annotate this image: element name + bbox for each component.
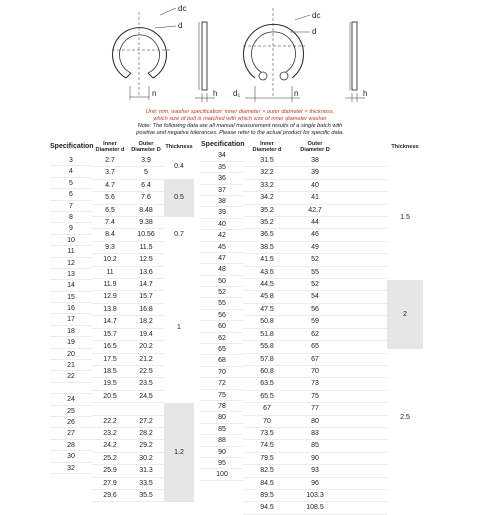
inner-diameter-cell: 17.5 bbox=[92, 353, 128, 365]
outer-diameter-cell: 31.3 bbox=[128, 465, 164, 477]
inner-diameter-cell: 24.2 bbox=[92, 440, 128, 452]
spec-cell: 40 bbox=[201, 219, 243, 230]
inner-diameter-cell: 94.5 bbox=[243, 502, 291, 514]
outer-diameter-cell: 75 bbox=[291, 390, 339, 402]
outer-header-left: Outer Diameter D bbox=[131, 140, 161, 153]
outer-diameter-cell: 14.7 bbox=[128, 279, 164, 291]
inner-diameter-cell: 38.5 bbox=[243, 241, 291, 253]
outer-diameter-cell: 22.5 bbox=[128, 365, 164, 377]
note-measure: Note: The following data are all manual measurement results of a single batch with bbox=[137, 123, 343, 129]
table-row bbox=[243, 489, 387, 501]
outer-diameter-cell: 8.48 bbox=[128, 204, 164, 216]
table-row bbox=[243, 341, 387, 353]
outer-diameter-cell: 18.2 bbox=[128, 316, 164, 328]
spec-cell: 11 bbox=[50, 246, 92, 257]
note-match: which size of bolt is matched with which size of inner diameter washer bbox=[153, 116, 327, 122]
spec-cell: 90 bbox=[201, 447, 243, 458]
table-row bbox=[243, 303, 387, 315]
spec-cell: 88 bbox=[201, 435, 243, 446]
inner-diameter-cell: 79.5 bbox=[243, 452, 291, 464]
inner-diameter-cell: 14.7 bbox=[92, 316, 128, 328]
inner-diameter-cell: 74.5 bbox=[243, 440, 291, 452]
inner-diameter-cell: 7.4 bbox=[92, 217, 128, 229]
inner-diameter-cell: 10.2 bbox=[92, 254, 128, 266]
table-row bbox=[243, 316, 387, 328]
inner-diameter-cell: 84.5 bbox=[243, 477, 291, 489]
outer-diameter-cell: 12.5 bbox=[128, 254, 164, 266]
inner-diameter-cell: 22.2 bbox=[92, 415, 128, 427]
table-row bbox=[243, 192, 387, 204]
inner-diameter-cell: 82.5 bbox=[243, 465, 291, 477]
ring-diagrams bbox=[0, 0, 480, 108]
inner-diameter-cell: 9.3 bbox=[92, 241, 128, 253]
spec-cell: 56 bbox=[201, 310, 243, 321]
spec-cell: 52 bbox=[201, 287, 243, 298]
outer-diameter-cell: 33.5 bbox=[128, 477, 164, 489]
outer-diameter-cell: 108.5 bbox=[291, 502, 339, 514]
table-row bbox=[243, 415, 387, 427]
inner-diameter-cell: 34.2 bbox=[243, 192, 291, 204]
spec-cell: 60 bbox=[201, 321, 243, 332]
spec-cell: 18 bbox=[50, 326, 92, 337]
outer-diameter-cell: 20.2 bbox=[128, 341, 164, 353]
spec-cell: 5 bbox=[50, 178, 92, 189]
inner-diameter-cell: 25.9 bbox=[92, 465, 128, 477]
spec-cell: 70 bbox=[201, 367, 243, 378]
table-row bbox=[243, 204, 387, 216]
inner-diameter-cell: 43.5 bbox=[243, 266, 291, 278]
table-row bbox=[243, 365, 387, 377]
right-spec-column bbox=[201, 139, 243, 481]
outer-diameter-cell: 46 bbox=[291, 229, 339, 241]
left-spec-column bbox=[50, 139, 92, 474]
table-row bbox=[243, 254, 387, 266]
table-row bbox=[243, 266, 387, 278]
inner-diameter-cell: 70 bbox=[243, 415, 291, 427]
table-row bbox=[92, 489, 234, 501]
spec-cell: 27 bbox=[50, 428, 92, 439]
spec-cell bbox=[50, 383, 92, 394]
label-d1-right: d₁ bbox=[233, 89, 241, 98]
spec-cell: 28 bbox=[50, 440, 92, 451]
inner-diameter-cell: 65.5 bbox=[243, 390, 291, 402]
spec-cell: 50 bbox=[201, 276, 243, 287]
outer-diameter-cell: 73 bbox=[291, 378, 339, 390]
outer-diameter-cell: 13.6 bbox=[128, 266, 164, 278]
outer-diameter-cell: 6.4 bbox=[128, 179, 164, 191]
outer-diameter-cell: 29.2 bbox=[128, 440, 164, 452]
outer-diameter-cell: 44 bbox=[291, 217, 339, 229]
outer-diameter-cell: 7.6 bbox=[128, 192, 164, 204]
thickness-cell: 0.5 bbox=[164, 179, 194, 216]
inner-diameter-cell: 23.2 bbox=[92, 427, 128, 439]
inner-diameter-cell: 19.5 bbox=[92, 378, 128, 390]
table-row bbox=[243, 167, 387, 179]
note-unit: Unit: mm, washer specification: inner diameter × outer diameter × thickness, bbox=[145, 109, 335, 115]
spec-cell: 20 bbox=[50, 349, 92, 360]
inner-diameter-cell: 89.5 bbox=[243, 489, 291, 501]
spec-cell: 85 bbox=[201, 424, 243, 435]
outer-diameter-cell: 3.9 bbox=[128, 155, 164, 167]
outer-diameter-cell: 10.56 bbox=[128, 229, 164, 241]
outer-diameter-cell: 103.3 bbox=[291, 489, 339, 501]
spec-cell: 22 bbox=[50, 371, 92, 382]
thickness-header-right: Thickness bbox=[391, 144, 419, 150]
inner-diameter-cell: 32.2 bbox=[243, 167, 291, 179]
thickness-header-left: Thickness bbox=[165, 143, 193, 150]
inner-diameter-cell: 25.2 bbox=[92, 452, 128, 464]
spec-cell: 16 bbox=[50, 303, 92, 314]
spec-cell: 42 bbox=[201, 230, 243, 241]
inner-diameter-cell: 44.5 bbox=[243, 279, 291, 291]
table-row bbox=[243, 229, 387, 241]
table-row bbox=[243, 179, 387, 191]
outer-diameter-cell: 83 bbox=[291, 427, 339, 439]
spec-cell: 13 bbox=[50, 269, 92, 280]
outer-diameter-cell: 40 bbox=[291, 179, 339, 191]
outer-header-right: Outer Diameter D bbox=[300, 140, 330, 153]
inner-diameter-cell: 36.5 bbox=[243, 229, 291, 241]
spec-cell: 78 bbox=[201, 401, 243, 412]
outer-diameter-cell: 49 bbox=[291, 241, 339, 253]
spec-cell: 6 bbox=[50, 189, 92, 200]
note-tolerance: positive and negative tolerances. Please refer to the actual product for specific data. bbox=[136, 130, 344, 136]
outer-diameter-cell: 5 bbox=[128, 167, 164, 179]
spec-cell: 3 bbox=[50, 155, 92, 166]
label-h-left: h bbox=[213, 89, 218, 98]
outer-diameter-cell: 16.8 bbox=[128, 303, 164, 315]
inner-diameter-cell: 31.5 bbox=[243, 155, 291, 167]
spec-cell: 10 bbox=[50, 235, 92, 246]
spec-header-left: Specification bbox=[50, 143, 94, 150]
inner-diameter-cell bbox=[92, 403, 128, 415]
spec-cell: 36 bbox=[201, 173, 243, 184]
inner-diameter-cell: 33.2 bbox=[243, 179, 291, 191]
spec-cell: 68 bbox=[201, 355, 243, 366]
right-thickness-column bbox=[387, 139, 423, 421]
thickness-cell: 0.4 bbox=[174, 163, 184, 171]
table-row bbox=[243, 241, 387, 253]
spec-cell: 34 bbox=[201, 150, 243, 161]
inner-diameter-cell: 6.5 bbox=[92, 204, 128, 216]
table-row bbox=[243, 477, 387, 489]
spec-cell: 100 bbox=[201, 469, 243, 480]
spec-cell: 47 bbox=[201, 253, 243, 264]
label-n-left: n bbox=[152, 89, 157, 98]
outer-diameter-cell: 93 bbox=[291, 465, 339, 477]
inner-diameter-cell: 18.5 bbox=[92, 365, 128, 377]
inner-diameter-cell: 5.6 bbox=[92, 192, 128, 204]
inner-diameter-cell: 47.5 bbox=[243, 303, 291, 315]
spec-cell: 37 bbox=[201, 185, 243, 196]
table-row bbox=[243, 403, 387, 415]
inner-header-right: Inner Diameter d bbox=[252, 140, 282, 153]
inner-diameter-cell: 12.9 bbox=[92, 291, 128, 303]
spec-cell: 75 bbox=[201, 390, 243, 401]
thickness-cell: 0.7 bbox=[174, 231, 184, 239]
spec-cell: 39 bbox=[201, 207, 243, 218]
label-h-right: h bbox=[363, 89, 368, 98]
retaining-ring-drawings bbox=[0, 0, 480, 108]
spec-cell: 15 bbox=[50, 292, 92, 303]
inner-diameter-cell: 29.6 bbox=[92, 489, 128, 501]
outer-diameter-cell: 52 bbox=[291, 254, 339, 266]
inner-diameter-cell: 13.8 bbox=[92, 303, 128, 315]
table-row bbox=[243, 502, 387, 514]
outer-diameter-cell: 54 bbox=[291, 291, 339, 303]
inner-diameter-cell: 63.5 bbox=[243, 378, 291, 390]
ring-left-drawing bbox=[112, 8, 218, 102]
outer-diameter-cell: 90 bbox=[291, 452, 339, 464]
inner-diameter-cell: 60.8 bbox=[243, 365, 291, 377]
outer-diameter-cell: 85 bbox=[291, 440, 339, 452]
thickness-cell: 2.5 bbox=[400, 413, 410, 421]
inner-diameter-cell: 51.8 bbox=[243, 328, 291, 340]
label-d-left: d bbox=[178, 21, 183, 30]
outer-diameter-cell: 15.7 bbox=[128, 291, 164, 303]
outer-diameter-cell: 39 bbox=[291, 167, 339, 179]
table-row bbox=[243, 279, 387, 291]
table-row bbox=[243, 465, 387, 477]
outer-diameter-cell: 56 bbox=[291, 303, 339, 315]
inner-diameter-cell: 67 bbox=[243, 403, 291, 415]
outer-diameter-cell: 65 bbox=[291, 341, 339, 353]
inner-diameter-cell: 11 bbox=[92, 266, 128, 278]
inner-diameter-cell: 4.7 bbox=[92, 179, 128, 191]
inner-diameter-cell: 15.7 bbox=[92, 328, 128, 340]
table-row bbox=[243, 427, 387, 439]
table-row bbox=[243, 378, 387, 390]
spec-cell: 45 bbox=[201, 242, 243, 253]
inner-diameter-cell: 2.7 bbox=[92, 155, 128, 167]
inner-diameter-cell: 35.2 bbox=[243, 217, 291, 229]
inner-diameter-cell: 45.8 bbox=[243, 291, 291, 303]
spec-cell: 17 bbox=[50, 314, 92, 325]
right-spec-table bbox=[243, 139, 387, 515]
outer-diameter-cell: 67 bbox=[291, 353, 339, 365]
outer-diameter-cell: 23.5 bbox=[128, 378, 164, 390]
outer-diameter-cell: 77 bbox=[291, 403, 339, 415]
spec-cell: 21 bbox=[50, 360, 92, 371]
inner-diameter-cell: 20.5 bbox=[92, 390, 128, 402]
outer-diameter-cell: 80 bbox=[291, 415, 339, 427]
spec-cell: 9 bbox=[50, 223, 92, 234]
spec-header-right: Specification bbox=[201, 141, 245, 148]
inner-diameter-cell: 55.8 bbox=[243, 341, 291, 353]
outer-diameter-cell: 11.5 bbox=[128, 241, 164, 253]
table-row bbox=[243, 353, 387, 365]
spec-cell: 25 bbox=[50, 406, 92, 417]
outer-diameter-cell: 96 bbox=[291, 477, 339, 489]
outer-diameter-cell bbox=[128, 403, 164, 415]
spec-cell: 24 bbox=[50, 394, 92, 405]
thickness-cell: 1.2 bbox=[164, 403, 194, 502]
label-d-right: d bbox=[312, 27, 317, 36]
outer-diameter-cell: 21.2 bbox=[128, 353, 164, 365]
spec-cell: 14 bbox=[50, 280, 92, 291]
table-row bbox=[243, 452, 387, 464]
outer-diameter-cell: 30.2 bbox=[128, 452, 164, 464]
outer-diameter-cell: 24.5 bbox=[128, 390, 164, 402]
outer-diameter-cell: 35.5 bbox=[128, 489, 164, 501]
spec-cell: 4 bbox=[50, 166, 92, 177]
table-row bbox=[243, 217, 387, 229]
label-n-right: n bbox=[294, 89, 299, 98]
ring-right-drawing bbox=[243, 8, 368, 102]
outer-diameter-cell: 28.2 bbox=[128, 427, 164, 439]
table-row bbox=[243, 291, 387, 303]
inner-diameter-cell: 73.5 bbox=[243, 427, 291, 439]
spec-cell: 65 bbox=[201, 344, 243, 355]
inner-diameter-cell: 16.5 bbox=[92, 341, 128, 353]
spec-cell: 32 bbox=[50, 463, 92, 474]
thickness-cell: 1.5 bbox=[400, 214, 410, 222]
spec-cell: 38 bbox=[201, 196, 243, 207]
table-row bbox=[243, 440, 387, 452]
outer-diameter-cell: 70 bbox=[291, 365, 339, 377]
thickness-cell: 1 bbox=[177, 324, 181, 332]
spec-cell: 62 bbox=[201, 333, 243, 344]
spec-cell: 8 bbox=[50, 212, 92, 223]
spec-cell: 80 bbox=[201, 412, 243, 423]
table-row bbox=[243, 155, 387, 167]
table-row bbox=[243, 328, 387, 340]
inner-diameter-cell: 27.9 bbox=[92, 477, 128, 489]
outer-diameter-cell: 41 bbox=[291, 192, 339, 204]
spec-cell: 19 bbox=[50, 337, 92, 348]
outer-diameter-cell: 38 bbox=[291, 155, 339, 167]
label-dc-left: dc bbox=[178, 4, 187, 13]
spec-cell: 7 bbox=[50, 201, 92, 212]
inner-diameter-cell: 11.9 bbox=[92, 279, 128, 291]
outer-diameter-cell: 62 bbox=[291, 328, 339, 340]
inner-diameter-cell: 8.4 bbox=[92, 229, 128, 241]
spec-cell: 26 bbox=[50, 417, 92, 428]
spec-cell: 48 bbox=[201, 264, 243, 275]
spec-cell: 55 bbox=[201, 298, 243, 309]
inner-diameter-cell: 3.7 bbox=[92, 167, 128, 179]
inner-diameter-cell: 41.5 bbox=[243, 254, 291, 266]
outer-diameter-cell: 59 bbox=[291, 316, 339, 328]
label-dc-right: dc bbox=[312, 11, 321, 20]
inner-header-left: Inner Diameter d bbox=[95, 140, 125, 153]
inner-diameter-cell: 35.2 bbox=[243, 204, 291, 216]
outer-diameter-cell: 42.7 bbox=[291, 204, 339, 216]
outer-diameter-cell: 52 bbox=[291, 279, 339, 291]
table-row bbox=[243, 390, 387, 402]
outer-diameter-cell: 19.4 bbox=[128, 328, 164, 340]
outer-diameter-cell: 9.38 bbox=[128, 217, 164, 229]
spec-cell: 30 bbox=[50, 451, 92, 462]
thickness-cell: 2 bbox=[387, 280, 423, 348]
outer-diameter-cell: 27.2 bbox=[128, 415, 164, 427]
spec-cell: 35 bbox=[201, 162, 243, 173]
inner-diameter-cell: 57.8 bbox=[243, 353, 291, 365]
spec-cell: 72 bbox=[201, 378, 243, 389]
spec-cell: 12 bbox=[50, 258, 92, 269]
outer-diameter-cell: 55 bbox=[291, 266, 339, 278]
spec-cell: 95 bbox=[201, 458, 243, 469]
right-table-body bbox=[243, 155, 387, 514]
inner-diameter-cell: 50.8 bbox=[243, 316, 291, 328]
